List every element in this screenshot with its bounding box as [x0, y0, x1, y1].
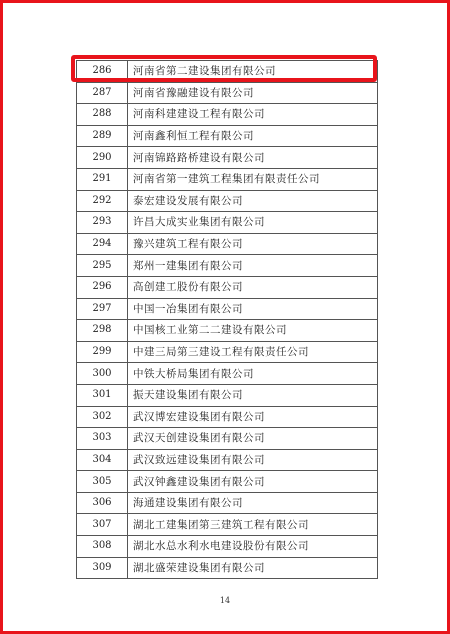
row-number: 299	[77, 341, 128, 363]
company-name: 河南锦路路桥建设有限公司	[128, 147, 378, 169]
row-number: 308	[77, 536, 128, 558]
table-row	[77, 341, 378, 363]
table-row	[77, 212, 378, 234]
company-name: 湖北盛荣建设集团有限公司	[128, 557, 378, 579]
table-row	[77, 536, 378, 558]
page-number: 14	[219, 596, 231, 605]
row-number: 303	[77, 428, 128, 450]
company-name: 武汉天创建设集团有限公司	[128, 428, 378, 450]
row-number: 296	[77, 276, 128, 298]
row-number: 288	[77, 104, 128, 126]
company-name: 中国核工业第二二建设有限公司	[128, 320, 378, 342]
company-name: 武汉钟鑫建设集团有限公司	[128, 471, 378, 493]
table-row	[77, 557, 378, 579]
table-row	[77, 449, 378, 471]
company-name: 豫兴建筑工程有限公司	[128, 233, 378, 255]
company-name: 高创建工股份有限公司	[128, 276, 378, 298]
table-row	[77, 190, 378, 212]
company-name: 河南省豫融建设有限公司	[128, 82, 378, 104]
row-number: 307	[77, 514, 128, 536]
table-row	[77, 514, 378, 536]
row-number: 290	[77, 147, 128, 169]
table-row	[77, 471, 378, 493]
row-number: 309	[77, 557, 128, 579]
table-row	[77, 233, 378, 255]
company-name: 郑州一建集团有限公司	[128, 255, 378, 277]
table-row	[77, 406, 378, 428]
table-row	[77, 125, 378, 147]
row-number: 304	[77, 449, 128, 471]
row-number: 297	[77, 298, 128, 320]
row-number: 289	[77, 125, 128, 147]
row-number: 293	[77, 212, 128, 234]
row-number: 291	[77, 168, 128, 190]
company-name: 武汉博宏建设集团有限公司	[128, 406, 378, 428]
company-name: 河南鑫利恒工程有限公司	[128, 125, 378, 147]
company-name: 振天建设集团有限公司	[128, 384, 378, 406]
row-number: 294	[77, 233, 128, 255]
company-table-body	[77, 61, 378, 579]
table-row	[77, 61, 378, 83]
table-row	[77, 276, 378, 298]
row-number: 300	[77, 363, 128, 385]
table-row	[77, 363, 378, 385]
company-name: 湖北工建集团第三建筑工程有限公司	[128, 514, 378, 536]
table-row	[77, 168, 378, 190]
table-row	[77, 298, 378, 320]
row-number: 298	[77, 320, 128, 342]
company-name: 河南省第二建设集团有限公司	[128, 61, 378, 83]
company-name: 河南省第一建筑工程集团有限责任公司	[128, 168, 378, 190]
table-row	[77, 82, 378, 104]
table-row	[77, 492, 378, 514]
table-row	[77, 428, 378, 450]
table-row	[77, 384, 378, 406]
company-name: 湖北水总水利水电建设股份有限公司	[128, 536, 378, 558]
row-number: 287	[77, 82, 128, 104]
table-row	[77, 320, 378, 342]
company-name: 海通建设集团有限公司	[128, 492, 378, 514]
company-name: 泰宏建设发展有限公司	[128, 190, 378, 212]
row-number: 301	[77, 384, 128, 406]
row-number: 292	[77, 190, 128, 212]
company-name: 武汉致远建设集团有限公司	[128, 449, 378, 471]
table-row	[77, 255, 378, 277]
table-row	[77, 147, 378, 169]
row-number: 295	[77, 255, 128, 277]
row-number: 286	[77, 61, 128, 83]
row-number: 305	[77, 471, 128, 493]
company-name: 中建三局第三建设工程有限责任公司	[128, 341, 378, 363]
company-name: 河南科建建设工程有限公司	[128, 104, 378, 126]
company-name: 中国一冶集团有限公司	[128, 298, 378, 320]
company-table	[76, 60, 378, 579]
company-name: 中铁大桥局集团有限公司	[128, 363, 378, 385]
table-row	[77, 104, 378, 126]
company-name: 许昌大成实业集团有限公司	[128, 212, 378, 234]
document-page	[3, 3, 447, 631]
row-number: 306	[77, 492, 128, 514]
row-number: 302	[77, 406, 128, 428]
